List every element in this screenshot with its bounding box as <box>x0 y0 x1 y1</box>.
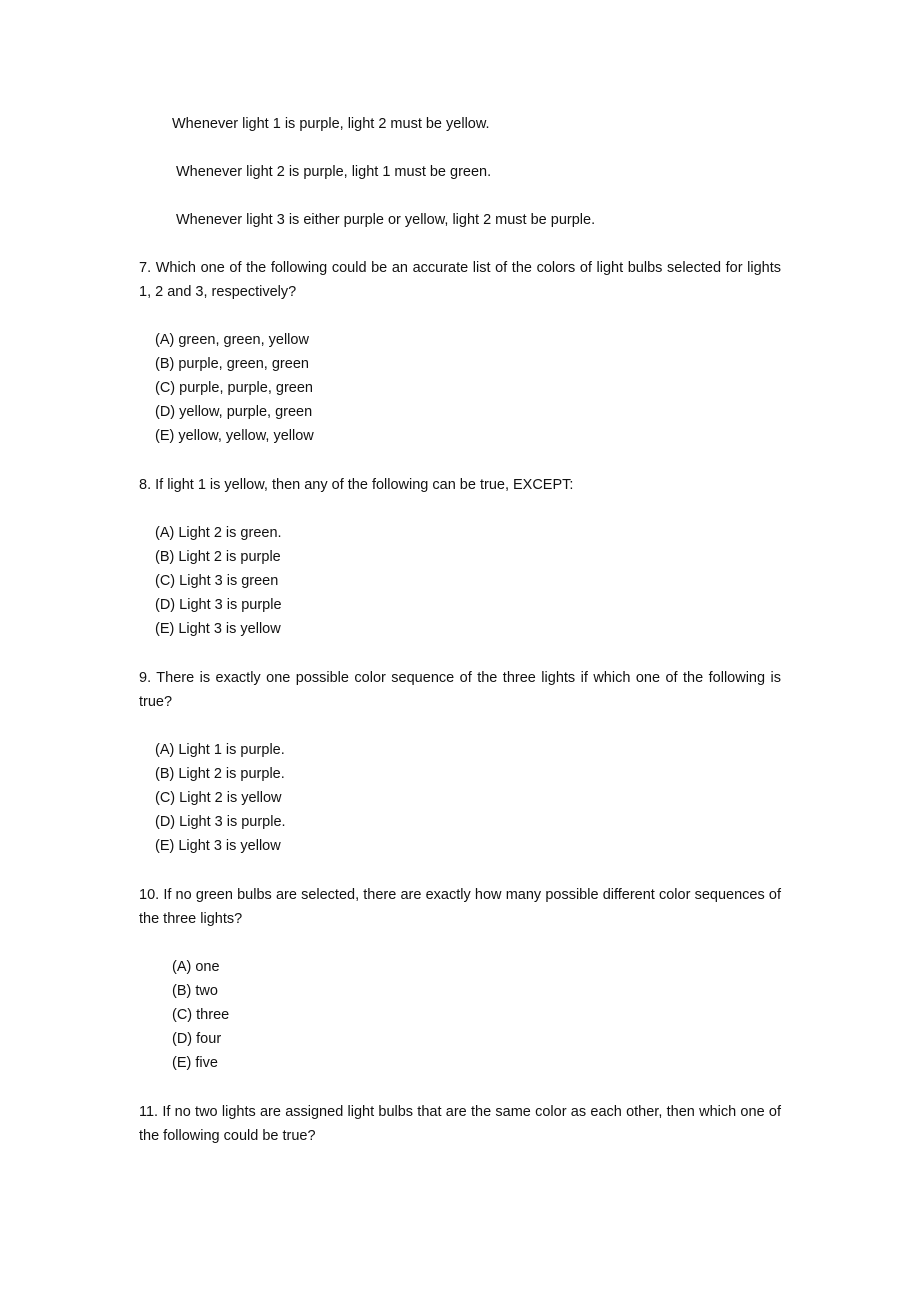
question-8-options <box>155 521 282 641</box>
question-9-options <box>155 738 286 858</box>
question-8-text: 8. If light 1 is yellow, then any of the following can be true, EXCEPT: <box>139 477 574 493</box>
question-7-options <box>155 328 314 448</box>
question-10-options <box>172 955 229 1075</box>
condition-1: Whenever light 1 is purple, light 2 must be yellow. <box>172 116 490 132</box>
option-b: (B) purple, green, green <box>155 356 309 372</box>
option-d: (D) Light 3 is purple. <box>155 814 286 830</box>
option-c: (C) Light 3 is green <box>155 573 279 589</box>
option-d: (D) four <box>172 1031 222 1047</box>
question-10-text: 10. If no green bulbs are selected, there are exactly how many possible different color sequences of the three lights? <box>139 887 781 927</box>
option-c: (C) three <box>172 1007 230 1023</box>
option-d: (D) Light 3 is purple <box>155 597 282 613</box>
question-8 <box>139 473 781 497</box>
question-7-text: 7. Which one of the following could be an accurate list of the colors of light bulbs selected for lights 1, 2 and 3, respectively? <box>139 260 781 300</box>
question-10 <box>139 883 781 931</box>
option-a: (A) Light 2 is green. <box>155 525 282 541</box>
condition-3: Whenever light 3 is either purple or yellow, light 2 must be purple. <box>176 212 596 228</box>
option-e: (E) five <box>172 1055 218 1071</box>
question-9 <box>139 666 781 714</box>
condition-2: Whenever light 2 is purple, light 1 must be green. <box>176 164 492 180</box>
option-b: (B) Light 2 is purple <box>155 549 281 565</box>
question-11-text: 11. If no two lights are assigned light bulbs that are the same color as each other, then which one of the following could be true? <box>139 1104 781 1144</box>
option-b: (B) Light 2 is purple. <box>155 766 285 782</box>
question-7 <box>139 256 781 304</box>
question-11 <box>139 1100 781 1148</box>
option-a: (A) Light 1 is purple. <box>155 742 285 758</box>
option-d: (D) yellow, purple, green <box>155 404 313 420</box>
option-b: (B) two <box>172 983 218 999</box>
option-e: (E) Light 3 is yellow <box>155 621 281 637</box>
option-a: (A) green, green, yellow <box>155 332 309 348</box>
question-9-text: 9. There is exactly one possible color sequence of the three lights if which one of the following is true? <box>139 670 781 710</box>
option-e: (E) yellow, yellow, yellow <box>155 428 314 444</box>
option-c: (C) Light 2 is yellow <box>155 790 282 806</box>
option-a: (A) one <box>172 959 220 975</box>
option-c: (C) purple, purple, green <box>155 380 313 396</box>
option-e: (E) Light 3 is yellow <box>155 838 281 854</box>
